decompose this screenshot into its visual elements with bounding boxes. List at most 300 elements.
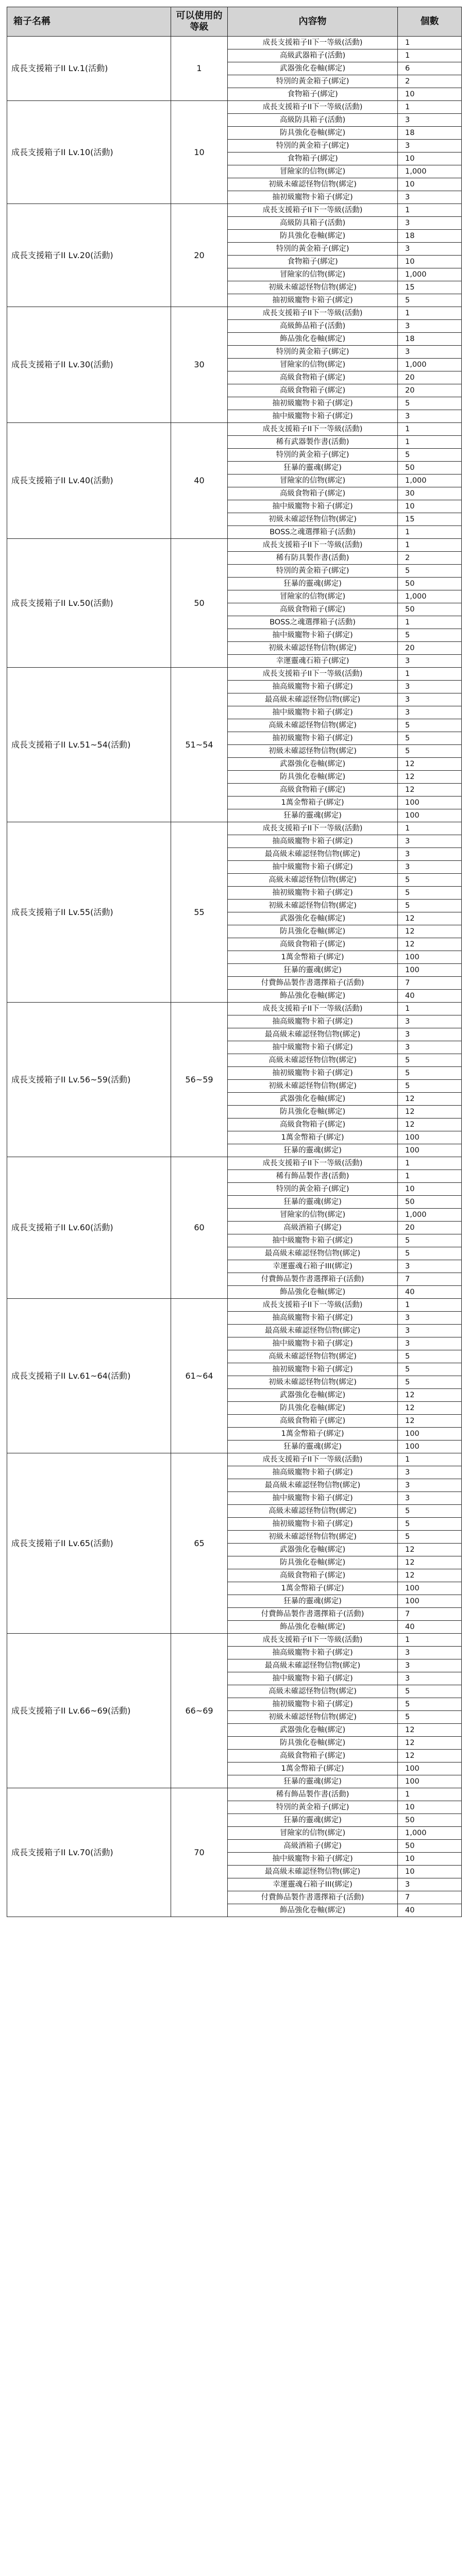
table-row (7, 37, 462, 49)
item-cell: 抽中級寵物卡箱子(綁定) (228, 706, 398, 719)
count-cell: 12 (398, 1724, 462, 1737)
item-cell: 特別的黃金箱子(綁定) (228, 243, 398, 256)
item-cell: 高級未確認怪物信物(綁定) (228, 1054, 398, 1067)
item-cell: 冒險家的信物(綁定) (228, 268, 398, 281)
count-cell: 7 (398, 1273, 462, 1286)
item-cell: 高級食物箱子(綁定) (228, 1118, 398, 1131)
table-row (7, 1299, 462, 1312)
count-cell: 3 (398, 1015, 462, 1028)
item-cell: 飾品強化卷軸(綁定) (228, 1286, 398, 1299)
item-cell: 特別的黃金箱子(綁定) (228, 75, 398, 88)
count-cell: 1 (398, 539, 462, 552)
item-cell: 抽中級寵物卡箱子(綁定) (228, 1672, 398, 1685)
count-cell: 50 (398, 462, 462, 474)
item-cell: 稀有武器製作書(活動) (228, 436, 398, 449)
item-cell: 抽初級寵物卡箱子(綁定) (228, 294, 398, 307)
level-cell: 66~69 (171, 1634, 228, 1788)
count-cell: 3 (398, 693, 462, 706)
level-cell: 10 (171, 101, 228, 204)
table-row (7, 101, 462, 114)
item-cell: 抽中級寵物卡箱子(綁定) (228, 410, 398, 423)
item-cell: 成長支援箱子II下一等級(活動) (228, 1634, 398, 1647)
count-cell: 12 (398, 771, 462, 784)
count-cell: 20 (398, 384, 462, 397)
box-name-cell: 成長支援箱子II Lv.55(活動) (7, 822, 171, 1003)
item-cell: 冒險家的信物(綁定) (228, 1827, 398, 1840)
item-cell: 初級未確認怪物信物(綁定) (228, 513, 398, 526)
item-cell: 抽初級寵物卡箱子(綁定) (228, 1698, 398, 1711)
item-cell: 高級食物箱子(綁定) (228, 784, 398, 796)
box-name-cell: 成長支援箱子II Lv.50(活動) (7, 539, 171, 668)
box-name-cell: 成長支援箱子II Lv.1(活動) (7, 37, 171, 101)
item-cell: 抽中級寵物卡箱子(綁定) (228, 1853, 398, 1866)
count-cell: 12 (398, 1569, 462, 1582)
count-cell: 100 (398, 1582, 462, 1595)
item-cell: 成長支援箱子II下一等級(活動) (228, 539, 398, 552)
table-row (7, 1157, 462, 1170)
level-cell: 65 (171, 1453, 228, 1634)
item-cell: BOSS之魂選擇箱子(活動) (228, 616, 398, 629)
count-cell: 5 (398, 294, 462, 307)
item-cell: 抽高級寵物卡箱子(綁定) (228, 1647, 398, 1659)
count-cell: 100 (398, 1428, 462, 1440)
item-cell: 防具強化卷軸(綁定) (228, 1556, 398, 1569)
count-cell: 1 (398, 1634, 462, 1647)
item-cell: 高級食物箱子(綁定) (228, 1415, 398, 1428)
count-cell: 15 (398, 513, 462, 526)
item-cell: 特別的黃金箱子(綁定) (228, 346, 398, 359)
item-cell: 特別的黃金箱子(綁定) (228, 140, 398, 152)
item-cell: 抽中級寵物卡箱子(綁定) (228, 500, 398, 513)
item-cell: 成長支援箱子II下一等級(活動) (228, 101, 398, 114)
count-cell: 1 (398, 307, 462, 320)
count-cell: 3 (398, 655, 462, 668)
item-cell: BOSS之魂選擇箱子(活動) (228, 526, 398, 539)
count-cell: 5 (398, 1518, 462, 1531)
count-cell: 3 (398, 1325, 462, 1337)
count-cell: 1 (398, 1003, 462, 1015)
item-cell: 高級未確認怪物信物(綁定) (228, 1685, 398, 1698)
item-cell: 高級食物箱子(綁定) (228, 384, 398, 397)
item-cell: 初級未確認怪物信物(綁定) (228, 1711, 398, 1724)
count-cell: 12 (398, 938, 462, 951)
item-cell: 高級飾品箱子(活動) (228, 320, 398, 333)
count-cell: 7 (398, 1608, 462, 1621)
count-cell: 100 (398, 1144, 462, 1157)
item-cell: 成長支援箱子II下一等級(活動) (228, 307, 398, 320)
box-name-cell: 成長支援箱子II Lv.70(活動) (7, 1788, 171, 1917)
header-box-name: 箱子名稱 (7, 7, 171, 37)
level-cell: 50 (171, 539, 228, 668)
item-cell: 高級食物箱子(綁定) (228, 371, 398, 384)
box-name-cell: 成長支援箱子II Lv.65(活動) (7, 1453, 171, 1634)
count-cell: 50 (398, 1196, 462, 1209)
count-cell: 18 (398, 127, 462, 140)
count-cell: 1 (398, 101, 462, 114)
count-cell: 5 (398, 1247, 462, 1260)
count-cell: 20 (398, 371, 462, 384)
item-cell: 抽中級寵物卡箱子(綁定) (228, 1492, 398, 1505)
item-cell: 抽中級寵物卡箱子(綁定) (228, 861, 398, 874)
count-cell: 30 (398, 487, 462, 500)
item-cell: 抽高級寵物卡箱子(綁定) (228, 1015, 398, 1028)
item-cell: 高級食物箱子(綁定) (228, 1750, 398, 1762)
item-cell: 飾品強化卷軸(綁定) (228, 1904, 398, 1917)
item-cell: 最高級未確認怪物信物(綁定) (228, 1479, 398, 1492)
count-cell: 12 (398, 1389, 462, 1402)
count-cell: 3 (398, 346, 462, 359)
count-cell: 40 (398, 990, 462, 1003)
count-cell: 10 (398, 1866, 462, 1878)
item-cell: 幸運靈魂石箱子III(綁定) (228, 1260, 398, 1273)
level-cell: 30 (171, 307, 228, 423)
item-cell: 最高級未確認怪物信物(綁定) (228, 1028, 398, 1041)
count-cell: 100 (398, 951, 462, 964)
item-cell: 1萬金幣箱子(綁定) (228, 1762, 398, 1775)
count-cell: 5 (398, 874, 462, 887)
item-cell: 抽高級寵物卡箱子(綁定) (228, 1466, 398, 1479)
item-cell: 初級未確認怪物信物(綁定) (228, 1376, 398, 1389)
count-cell: 100 (398, 1775, 462, 1788)
count-cell: 3 (398, 114, 462, 127)
count-cell: 12 (398, 758, 462, 771)
level-cell: 55 (171, 822, 228, 1003)
box-name-cell: 成長支援箱子II Lv.61~64(活動) (7, 1299, 171, 1453)
table-row (7, 1003, 462, 1015)
count-cell: 3 (398, 1647, 462, 1659)
count-cell: 12 (398, 912, 462, 925)
count-cell: 3 (398, 320, 462, 333)
item-cell: 飾品強化卷軸(綁定) (228, 333, 398, 346)
count-cell: 5 (398, 1505, 462, 1518)
count-cell: 3 (398, 1337, 462, 1350)
count-cell: 3 (398, 217, 462, 230)
count-cell: 10 (398, 1183, 462, 1196)
count-cell: 3 (398, 1312, 462, 1325)
item-cell: 高級酒箱子(綁定) (228, 1222, 398, 1234)
item-cell: 狂暴的靈魂(綁定) (228, 1775, 398, 1788)
item-cell: 初級未確認怪物信物(綁定) (228, 745, 398, 758)
item-cell: 防具強化卷軸(綁定) (228, 230, 398, 243)
item-cell: 初級未確認怪物信物(綁定) (228, 281, 398, 294)
item-cell: 武器強化卷軸(綁定) (228, 1093, 398, 1106)
item-cell: 高級食物箱子(綁定) (228, 487, 398, 500)
box-name-cell: 成長支援箱子II Lv.40(活動) (7, 423, 171, 539)
count-cell: 5 (398, 900, 462, 912)
count-cell: 3 (398, 681, 462, 693)
count-cell: 1,000 (398, 359, 462, 371)
count-cell: 3 (398, 1492, 462, 1505)
item-cell: 高級未確認怪物信物(綁定) (228, 719, 398, 732)
item-cell: 成長支援箱子II下一等級(活動) (228, 822, 398, 835)
item-cell: 1萬金幣箱子(綁定) (228, 1582, 398, 1595)
count-cell: 10 (398, 256, 462, 268)
item-cell: 稀有防具製作書(活動) (228, 552, 398, 565)
table-row (7, 423, 462, 436)
count-cell: 3 (398, 835, 462, 848)
item-cell: 抽高級寵物卡箱子(綁定) (228, 1312, 398, 1325)
item-cell: 食物箱子(綁定) (228, 152, 398, 165)
item-cell: 付費飾品製作書選擇箱子(活動) (228, 977, 398, 990)
count-cell: 1 (398, 526, 462, 539)
count-cell: 1 (398, 668, 462, 681)
level-cell: 61~64 (171, 1299, 228, 1453)
count-cell: 1 (398, 1453, 462, 1466)
item-cell: 高級未確認怪物信物(綁定) (228, 1350, 398, 1363)
count-cell: 100 (398, 796, 462, 809)
item-cell: 武器強化卷軸(綁定) (228, 912, 398, 925)
item-cell: 抽初級寵物卡箱子(綁定) (228, 397, 398, 410)
item-cell: 初級未確認怪物信物(綁定) (228, 642, 398, 655)
count-cell: 5 (398, 1363, 462, 1376)
count-cell: 5 (398, 1054, 462, 1067)
count-cell: 1 (398, 436, 462, 449)
item-cell: 飾品強化卷軸(綁定) (228, 1621, 398, 1634)
item-cell: 初級未確認怪物信物(綁定) (228, 1531, 398, 1544)
count-cell: 5 (398, 887, 462, 900)
item-cell: 抽高級寵物卡箱子(綁定) (228, 835, 398, 848)
item-cell: 防具強化卷軸(綁定) (228, 925, 398, 938)
count-cell: 5 (398, 745, 462, 758)
count-cell: 2 (398, 552, 462, 565)
item-cell: 付費飾品製作書選擇箱子(活動) (228, 1273, 398, 1286)
item-cell: 抽中級寵物卡箱子(綁定) (228, 629, 398, 642)
table-header (7, 7, 462, 37)
item-cell: 狂暴的靈魂(綁定) (228, 1595, 398, 1608)
item-cell: 武器強化卷軸(綁定) (228, 1544, 398, 1556)
count-cell: 10 (398, 178, 462, 191)
item-cell: 防具強化卷軸(綁定) (228, 1106, 398, 1118)
item-cell: 高級武器箱子(活動) (228, 49, 398, 62)
count-cell: 20 (398, 642, 462, 655)
level-cell: 1 (171, 37, 228, 101)
item-cell: 武器強化卷軸(綁定) (228, 1389, 398, 1402)
item-cell: 狂暴的靈魂(綁定) (228, 809, 398, 822)
count-cell: 1 (398, 1788, 462, 1801)
item-cell: 最高級未確認怪物信物(綁定) (228, 848, 398, 861)
item-cell: 抽初級寵物卡箱子(綁定) (228, 732, 398, 745)
table-row (7, 1788, 462, 1801)
item-cell: 最高級未確認怪物信物(綁定) (228, 1659, 398, 1672)
box-name-cell: 成長支援箱子II Lv.10(活動) (7, 101, 171, 204)
count-cell: 12 (398, 1737, 462, 1750)
item-cell: 防具強化卷軸(綁定) (228, 1737, 398, 1750)
item-cell: 抽中級寵物卡箱子(綁定) (228, 1041, 398, 1054)
count-cell: 3 (398, 706, 462, 719)
count-cell: 100 (398, 964, 462, 977)
level-cell: 20 (171, 204, 228, 307)
item-cell: 特別的黃金箱子(綁定) (228, 449, 398, 462)
header-count: 個數 (398, 7, 462, 37)
count-cell: 1,000 (398, 165, 462, 178)
count-cell: 6 (398, 62, 462, 75)
box-name-cell: 成長支援箱子II Lv.20(活動) (7, 204, 171, 307)
header-level: 可以使用的等級 (171, 7, 228, 37)
item-cell: 高級酒箱子(綁定) (228, 1840, 398, 1853)
count-cell: 1 (398, 616, 462, 629)
item-cell: 狂暴的靈魂(綁定) (228, 1440, 398, 1453)
item-cell: 成長支援箱子II下一等級(活動) (228, 37, 398, 49)
item-cell: 抽初級寵物卡箱子(綁定) (228, 1067, 398, 1080)
table-row (7, 668, 462, 681)
count-cell: 5 (398, 565, 462, 578)
item-cell: 稀有飾品製作書(活動) (228, 1170, 398, 1183)
item-cell: 冒險家的信物(綁定) (228, 590, 398, 603)
box-name-cell: 成長支援箱子II Lv.51~54(活動) (7, 668, 171, 822)
item-cell: 初級未確認怪物信物(綁定) (228, 1080, 398, 1093)
item-cell: 高級防具箱子(活動) (228, 114, 398, 127)
box-name-cell: 成長支援箱子II Lv.60(活動) (7, 1157, 171, 1299)
count-cell: 1,000 (398, 1827, 462, 1840)
count-cell: 1 (398, 37, 462, 49)
count-cell: 1 (398, 423, 462, 436)
count-cell: 100 (398, 1595, 462, 1608)
item-cell: 高級未確認怪物信物(綁定) (228, 1505, 398, 1518)
count-cell: 3 (398, 1659, 462, 1672)
count-cell: 12 (398, 1750, 462, 1762)
count-cell: 3 (398, 1466, 462, 1479)
count-cell: 15 (398, 281, 462, 294)
item-cell: 初級未確認怪物信物(綁定) (228, 178, 398, 191)
count-cell: 1,000 (398, 474, 462, 487)
item-cell: 付費飾品製作書選擇箱子(活動) (228, 1891, 398, 1904)
item-cell: 冒險家的信物(綁定) (228, 474, 398, 487)
level-cell: 60 (171, 1157, 228, 1299)
count-cell: 12 (398, 1556, 462, 1569)
item-cell: 特別的黃金箱子(綁定) (228, 1183, 398, 1196)
level-cell: 56~59 (171, 1003, 228, 1157)
item-cell: 成長支援箱子II下一等級(活動) (228, 1157, 398, 1170)
item-cell: 食物箱子(綁定) (228, 88, 398, 101)
count-cell: 18 (398, 230, 462, 243)
table-row (7, 1634, 462, 1647)
box-name-cell: 成長支援箱子II Lv.56~59(活動) (7, 1003, 171, 1157)
count-cell: 1,000 (398, 1209, 462, 1222)
item-cell: 最高級未確認怪物信物(綁定) (228, 693, 398, 706)
count-cell: 50 (398, 578, 462, 590)
count-cell: 12 (398, 1093, 462, 1106)
count-cell: 3 (398, 1260, 462, 1273)
item-cell: 成長支援箱子II下一等級(活動) (228, 668, 398, 681)
count-cell: 10 (398, 152, 462, 165)
count-cell: 5 (398, 1698, 462, 1711)
count-cell: 3 (398, 1479, 462, 1492)
count-cell: 50 (398, 1814, 462, 1827)
count-cell: 3 (398, 410, 462, 423)
count-cell: 1 (398, 1157, 462, 1170)
item-cell: 成長支援箱子II下一等級(活動) (228, 1453, 398, 1466)
item-cell: 1萬金幣箱子(綁定) (228, 1428, 398, 1440)
count-cell: 1 (398, 1299, 462, 1312)
item-cell: 高級食物箱子(綁定) (228, 1569, 398, 1582)
table-row (7, 822, 462, 835)
box-name-cell: 成長支援箱子II Lv.66~69(活動) (7, 1634, 171, 1788)
count-cell: 2 (398, 75, 462, 88)
item-cell: 狂暴的靈魂(綁定) (228, 462, 398, 474)
item-cell: 成長支援箱子II下一等級(活動) (228, 1299, 398, 1312)
count-cell: 3 (398, 1878, 462, 1891)
count-cell: 100 (398, 1762, 462, 1775)
count-cell: 18 (398, 333, 462, 346)
count-cell: 12 (398, 925, 462, 938)
count-cell: 12 (398, 1402, 462, 1415)
count-cell: 3 (398, 1041, 462, 1054)
count-cell: 5 (398, 719, 462, 732)
item-cell: 冒險家的信物(綁定) (228, 359, 398, 371)
item-cell: 1萬金幣箱子(綁定) (228, 1131, 398, 1144)
item-cell: 稀有飾品製作書(活動) (228, 1788, 398, 1801)
count-cell: 50 (398, 1840, 462, 1853)
count-cell: 100 (398, 1131, 462, 1144)
item-cell: 1萬金幣箱子(綁定) (228, 951, 398, 964)
count-cell: 40 (398, 1621, 462, 1634)
count-cell: 50 (398, 603, 462, 616)
item-cell: 武器強化卷軸(綁定) (228, 1724, 398, 1737)
item-cell: 抽中級寵物卡箱子(綁定) (228, 1234, 398, 1247)
item-cell: 高級未確認怪物信物(綁定) (228, 874, 398, 887)
box-name-cell: 成長支援箱子II Lv.30(活動) (7, 307, 171, 423)
item-cell: 成長支援箱子II下一等級(活動) (228, 1003, 398, 1015)
item-cell: 抽初級寵物卡箱子(綁定) (228, 1518, 398, 1531)
item-cell: 防具強化卷軸(綁定) (228, 771, 398, 784)
item-cell: 幸運靈魂石箱子III(綁定) (228, 1878, 398, 1891)
count-cell: 5 (398, 1067, 462, 1080)
count-cell: 40 (398, 1286, 462, 1299)
count-cell: 100 (398, 809, 462, 822)
count-cell: 1 (398, 822, 462, 835)
item-cell: 武器強化卷軸(綁定) (228, 758, 398, 771)
item-cell: 冒險家的信物(綁定) (228, 1209, 398, 1222)
table-row (7, 307, 462, 320)
count-cell: 5 (398, 1531, 462, 1544)
item-cell: 特別的黃金箱子(綁定) (228, 1801, 398, 1814)
level-cell: 51~54 (171, 668, 228, 822)
item-cell: 武器強化卷軸(綁定) (228, 62, 398, 75)
count-cell: 3 (398, 191, 462, 204)
item-cell: 成長支援箱子II下一等級(活動) (228, 423, 398, 436)
count-cell: 5 (398, 1711, 462, 1724)
item-cell: 飾品強化卷軸(綁定) (228, 990, 398, 1003)
count-cell: 3 (398, 1028, 462, 1041)
count-cell: 5 (398, 1376, 462, 1389)
item-cell: 抽初級寵物卡箱子(綁定) (228, 191, 398, 204)
count-cell: 20 (398, 1222, 462, 1234)
count-cell: 10 (398, 1853, 462, 1866)
count-cell: 12 (398, 1118, 462, 1131)
item-cell: 狂暴的靈魂(綁定) (228, 964, 398, 977)
item-cell: 防具強化卷軸(綁定) (228, 1402, 398, 1415)
count-cell: 3 (398, 140, 462, 152)
count-cell: 10 (398, 500, 462, 513)
item-cell: 抽初級寵物卡箱子(綁定) (228, 887, 398, 900)
item-cell: 防具強化卷軸(綁定) (228, 127, 398, 140)
item-cell: 食物箱子(綁定) (228, 256, 398, 268)
table-body (7, 37, 462, 1917)
count-cell: 12 (398, 1415, 462, 1428)
count-cell: 5 (398, 629, 462, 642)
count-cell: 3 (398, 243, 462, 256)
item-cell: 狂暴的靈魂(綁定) (228, 1196, 398, 1209)
count-cell: 5 (398, 1685, 462, 1698)
item-cell: 狂暴的靈魂(綁定) (228, 1144, 398, 1157)
item-cell: 抽高級寵物卡箱子(綁定) (228, 681, 398, 693)
item-cell: 最高級未確認怪物信物(綁定) (228, 1247, 398, 1260)
count-cell: 1 (398, 49, 462, 62)
count-cell: 5 (398, 449, 462, 462)
count-cell: 7 (398, 1891, 462, 1904)
count-cell: 1,000 (398, 590, 462, 603)
count-cell: 5 (398, 732, 462, 745)
